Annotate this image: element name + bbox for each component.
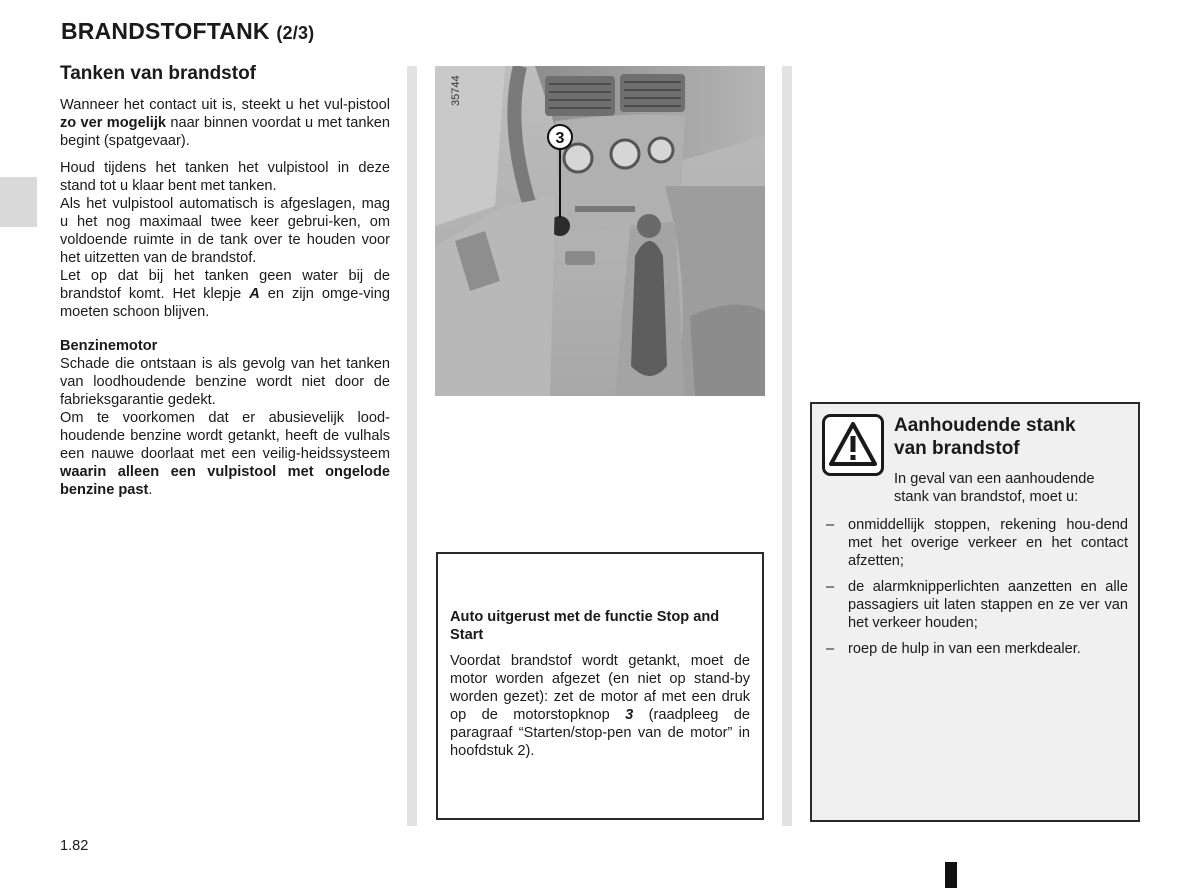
paragraph-insert-nozzle: Wanneer het contact uit is, steekt u het vul-pistool zo ver mogelijk naar binnen voordat u met tanken begint (spatgevaar). [60,97,390,149]
paragraph-warranty: Schade die ontstaan is als gevolg van het tanken van loodhoudende benzine wordt niet door de fabrieksgarantie gedekt. [60,356,390,408]
chapter-tab-marker [0,177,37,227]
paragraph-auto-cutoff: Als het vulpistool automatisch is afgeslagen, mag u het nog maximaal twee keer gebrui-ken, om voldoende ruimte in de tank over te houden voor het uitzetten van de brandstof. [60,196,390,266]
warning-intro: In geval van een aanhoudende stank van brandstof, moet u: [894,471,1095,505]
column-divider-right [782,66,792,826]
page-title-part: (2/3) [276,23,315,43]
section-heading: Tanken van brandstof [60,63,257,84]
warning-triangle-icon [822,414,884,476]
paragraph-hold-nozzle: Houd tijdens het tanken het vulpistool in deze stand tot u klaar bent met tanken. [60,160,390,194]
fuel-smell-warning [810,402,1140,822]
callout-label: 3 [555,130,565,147]
paragraph-no-water: Let op dat bij het tanken geen water bij de brandstof komt. Het klepje A en zijn omge-ving moeten schoon blijven. [60,268,390,320]
list-item: – roep de hulp in van een merkdealer. [826,641,1081,657]
stop-start-note [436,552,764,820]
stop-start-heading: Auto uitgerust met de functie Stop and Start [450,609,720,643]
stop-start-body: Voordat brandstof wordt getankt, moet de motor worden afgezet (en niet op stand-by worden gezet): zet de motor af met een druk op de motorstopknop 3 (raadpleeg de paragraaf “Starten/stop-pen van de motor” in hoofdstuk 2). [450,653,750,759]
petrol-heading: Benzinemotor [60,338,158,354]
warning-title: Aanhoudende stank van brandstof [894,415,1076,459]
page-edge-marker [945,862,957,888]
page-title [61,18,314,45]
paragraph-filler-neck: Om te voorkomen dat er abusievelijk lood-houdende benzine wordt getankt, heeft de vulhals een nauwe doorlaat met een veilig-heidssysteem waarin alleen een vulpistool met ongelode benzine past. [60,410,390,498]
page-number: 1.82 [60,838,89,854]
warning-list [826,516,1128,666]
column-divider-left [407,66,417,826]
figure-reference: 35744 [450,75,462,106]
page-title-text: BRANDSTOFTANK [61,18,270,44]
left-column [60,62,390,499]
list-item: – de alarmknipperlichten aanzetten en alle passagiers uit laten stappen en ze ver van het verkeer houden; [826,579,1128,631]
dashboard-photo [435,66,765,396]
list-item: – onmiddellijk stoppen, rekening hou-dend met het overige verkeer en het contact afzetten; [826,517,1128,569]
